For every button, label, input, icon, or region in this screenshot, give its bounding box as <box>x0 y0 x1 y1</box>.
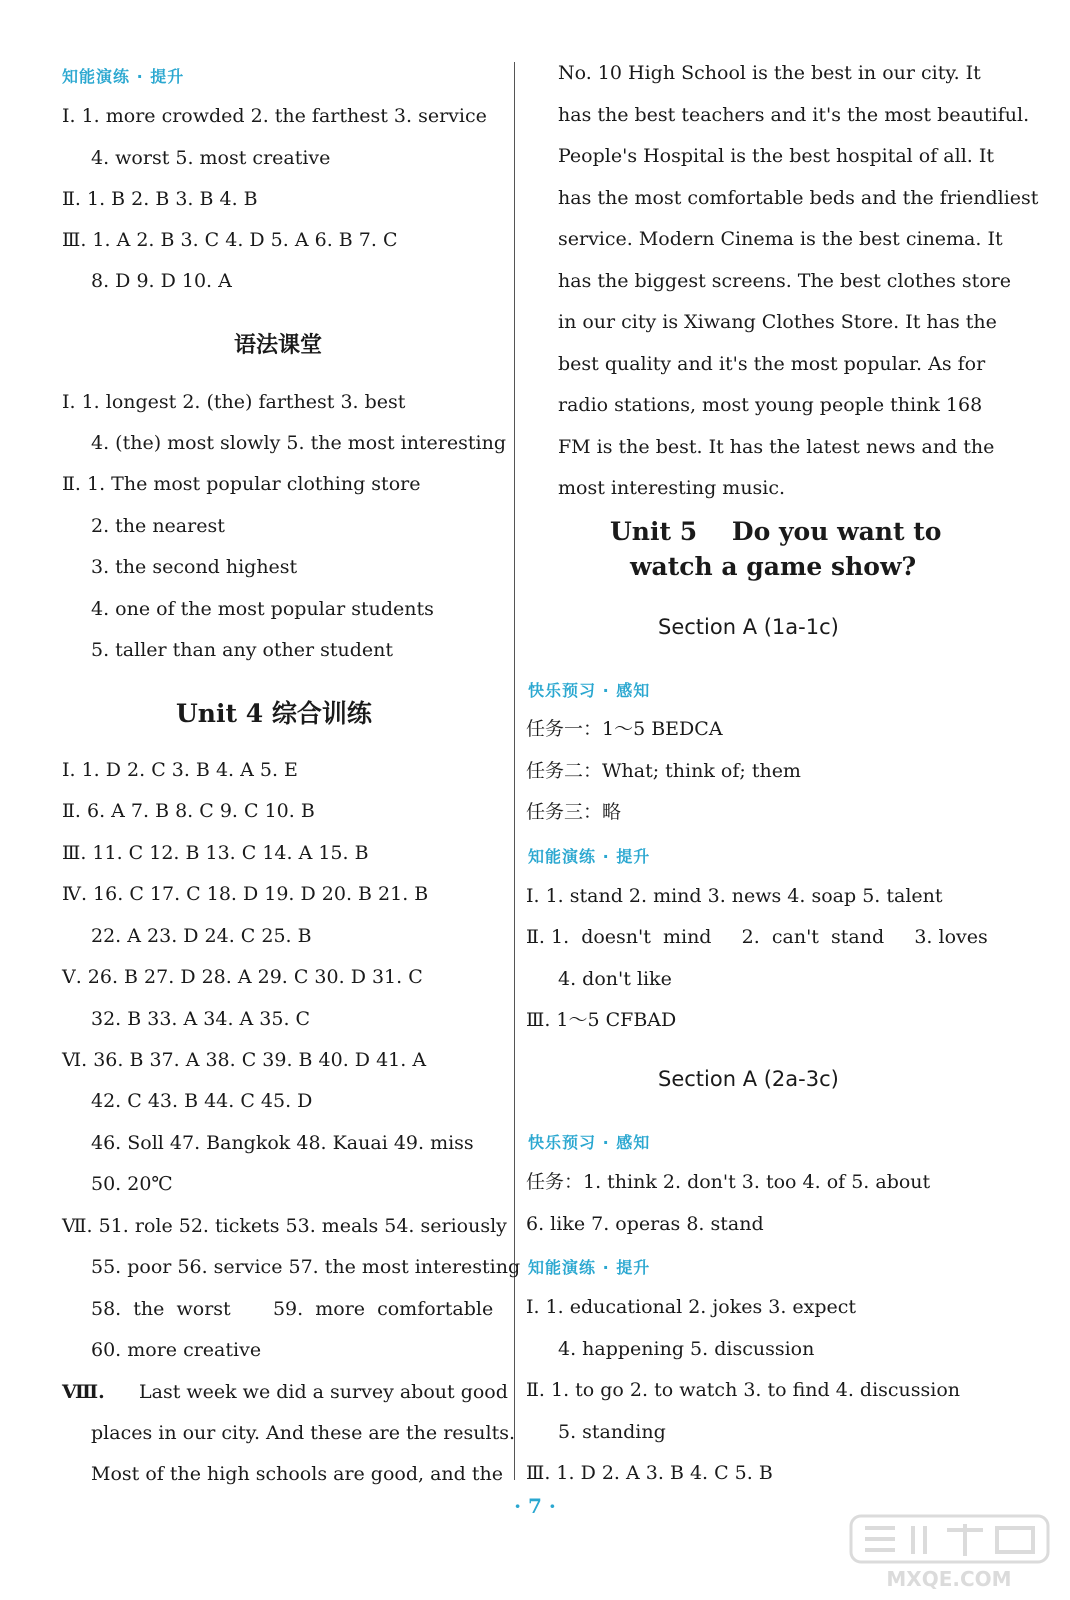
answer-line: 4. don't like <box>558 968 672 990</box>
answer-line: 46. Soll 47. Bangkok 48. Kauai 49. miss <box>91 1132 474 1154</box>
answer-line: 6. like 7. operas 8. stand <box>526 1213 764 1235</box>
answer-line: Ⅲ. 1. D 2. A 3. B 4. C 5. B <box>526 1462 773 1484</box>
answer-line: Ⅳ. 16. C 17. C 18. D 19. D 20. B 21. B <box>62 883 429 905</box>
section-label-preview: 快乐预习 · 感知 <box>528 681 651 700</box>
essay-line: in our city is Xiwang Clothes Store. It has the <box>558 311 997 333</box>
unit5-heading-line2: watch a game show? <box>630 552 917 581</box>
answer-line: Ⅰ. 1. more crowded 2. the farthest 3. service <box>62 105 487 127</box>
essay-line: places in our city. And these are the results. <box>91 1422 516 1444</box>
answer-line: 3. the second highest <box>91 556 298 578</box>
answer-line: Ⅰ. 1. longest 2. (the) farthest 3. best <box>62 391 406 413</box>
answer-line: 5. standing <box>558 1421 666 1443</box>
essay-line: has the best teachers and it's the most beautiful. <box>558 104 1030 126</box>
answer-line: Ⅱ. 1. B 2. B 3. B 4. B <box>62 188 258 210</box>
answer-line: 50. 20℃ <box>91 1173 173 1195</box>
answer-line: Ⅰ. 1. educational 2. jokes 3. expect <box>526 1296 857 1318</box>
answer-line: Ⅰ. 1. D 2. C 3. B 4. A 5. E <box>62 759 298 781</box>
section-a-1-heading: Section A (1a-1c) <box>658 615 839 639</box>
section-a-2-heading: Section A (2a-3c) <box>658 1067 839 1091</box>
answer-line: 4. one of the most popular students <box>91 598 434 620</box>
answer-line: 5. taller than any other student <box>91 639 394 661</box>
answer-line: Ⅴ. 26. B 27. D 28. A 29. C 30. D 31. C <box>62 966 423 988</box>
answer-line: 任务：1. think 2. don't 3. too 4. of 5. about <box>526 1171 931 1193</box>
answer-line: Ⅰ. 1. stand 2. mind 3. news 4. soap 5. talent <box>526 885 943 907</box>
answer-line: 32. B 33. A 34. A 35. C <box>91 1008 311 1030</box>
answer-line: Ⅶ. 51. role 52. tickets 53. meals 54. seriously <box>62 1215 507 1237</box>
answer-line: Ⅲ. 1～5 CFBAD <box>526 1009 677 1031</box>
essay-line: Last week we did a survey about good <box>139 1381 508 1403</box>
section-label-practice: 知能演练 · 提升 <box>62 67 185 86</box>
answer-line: Ⅱ. 1. doesn't mind 2. can't stand 3. loves <box>526 926 988 948</box>
page-number: · 7 · <box>514 1494 556 1518</box>
section-label-preview: 快乐预习 · 感知 <box>528 1133 651 1152</box>
answer-line: 4. (the) most slowly 5. the most interesting <box>91 432 506 454</box>
essay-line: has the biggest screens. The best clothes store <box>558 270 1012 292</box>
essay-line: service. Modern Cinema is the best cinema. It <box>558 228 1003 250</box>
section-label-practice: 知能演练 · 提升 <box>528 847 651 866</box>
answer-line: Ⅱ. 1. to go 2. to watch 3. to find 4. discussion <box>526 1379 961 1401</box>
essay-line: most interesting music. <box>558 477 786 499</box>
answer-line: 2. the nearest <box>91 515 225 537</box>
essay-line: FM is the best. It has the latest news and the <box>558 436 995 458</box>
grammar-heading: 语法课堂 <box>234 333 323 358</box>
essay-line: Most of the high schools are good, and the <box>91 1463 503 1485</box>
answer-line: 任务二：What; think of; them <box>526 760 801 782</box>
answer-line: 58. the worst 59. more comfortable <box>91 1298 494 1320</box>
answer-line: Ⅱ. 6. A 7. B 8. C 9. C 10. B <box>62 800 315 822</box>
essay-line: radio stations, most young people think 168 <box>558 394 983 416</box>
watermark-glyphs <box>865 1524 1033 1556</box>
answer-line: 8. D 9. D 10. A <box>91 270 232 292</box>
answer-line: 42. C 43. B 44. C 45. D <box>91 1090 313 1112</box>
answer-line: Ⅱ. 1. The most popular clothing store <box>62 473 421 495</box>
essay-line: has the most comfortable beds and the friendliest <box>558 187 1039 209</box>
answer-line: Ⅵ. 36. B 37. A 38. C 39. B 40. D 41. A <box>62 1049 427 1071</box>
answer-line: 60. more creative <box>91 1339 262 1361</box>
section-label-practice: 知能演练 · 提升 <box>528 1258 651 1277</box>
answer-line: 任务三：略 <box>526 801 622 823</box>
essay-line: best quality and it's the most popular. As for <box>558 353 986 375</box>
essay-line: No. 10 High School is the best in our city. It <box>558 62 981 84</box>
answer-line: 22. A 23. D 24. C 25. B <box>91 925 312 947</box>
answer-line: Ⅲ. 11. C 12. B 13. C 14. A 15. B <box>62 842 369 864</box>
answer-number: Ⅷ. <box>62 1381 105 1403</box>
answer-line: 任务一：1～5 BEDCA <box>526 718 723 740</box>
answer-line: 55. poor 56. service 57. the most interesting <box>91 1256 521 1278</box>
watermark-logo <box>847 1512 1052 1592</box>
unit5-heading-line1: Unit 5 Do you want to <box>610 517 942 546</box>
answer-line: 4. worst 5. most creative <box>91 147 331 169</box>
essay-line: People's Hospital is the best hospital of all. It <box>558 145 994 167</box>
answer-line: 4. happening 5. discussion <box>558 1338 815 1360</box>
answer-line: Ⅲ. 1. A 2. B 3. C 4. D 5. A 6. B 7. C <box>62 229 398 251</box>
unit4-heading: Unit 4 综合训练 <box>176 699 372 728</box>
watermark-text: MXQE.COM <box>886 1567 1012 1591</box>
